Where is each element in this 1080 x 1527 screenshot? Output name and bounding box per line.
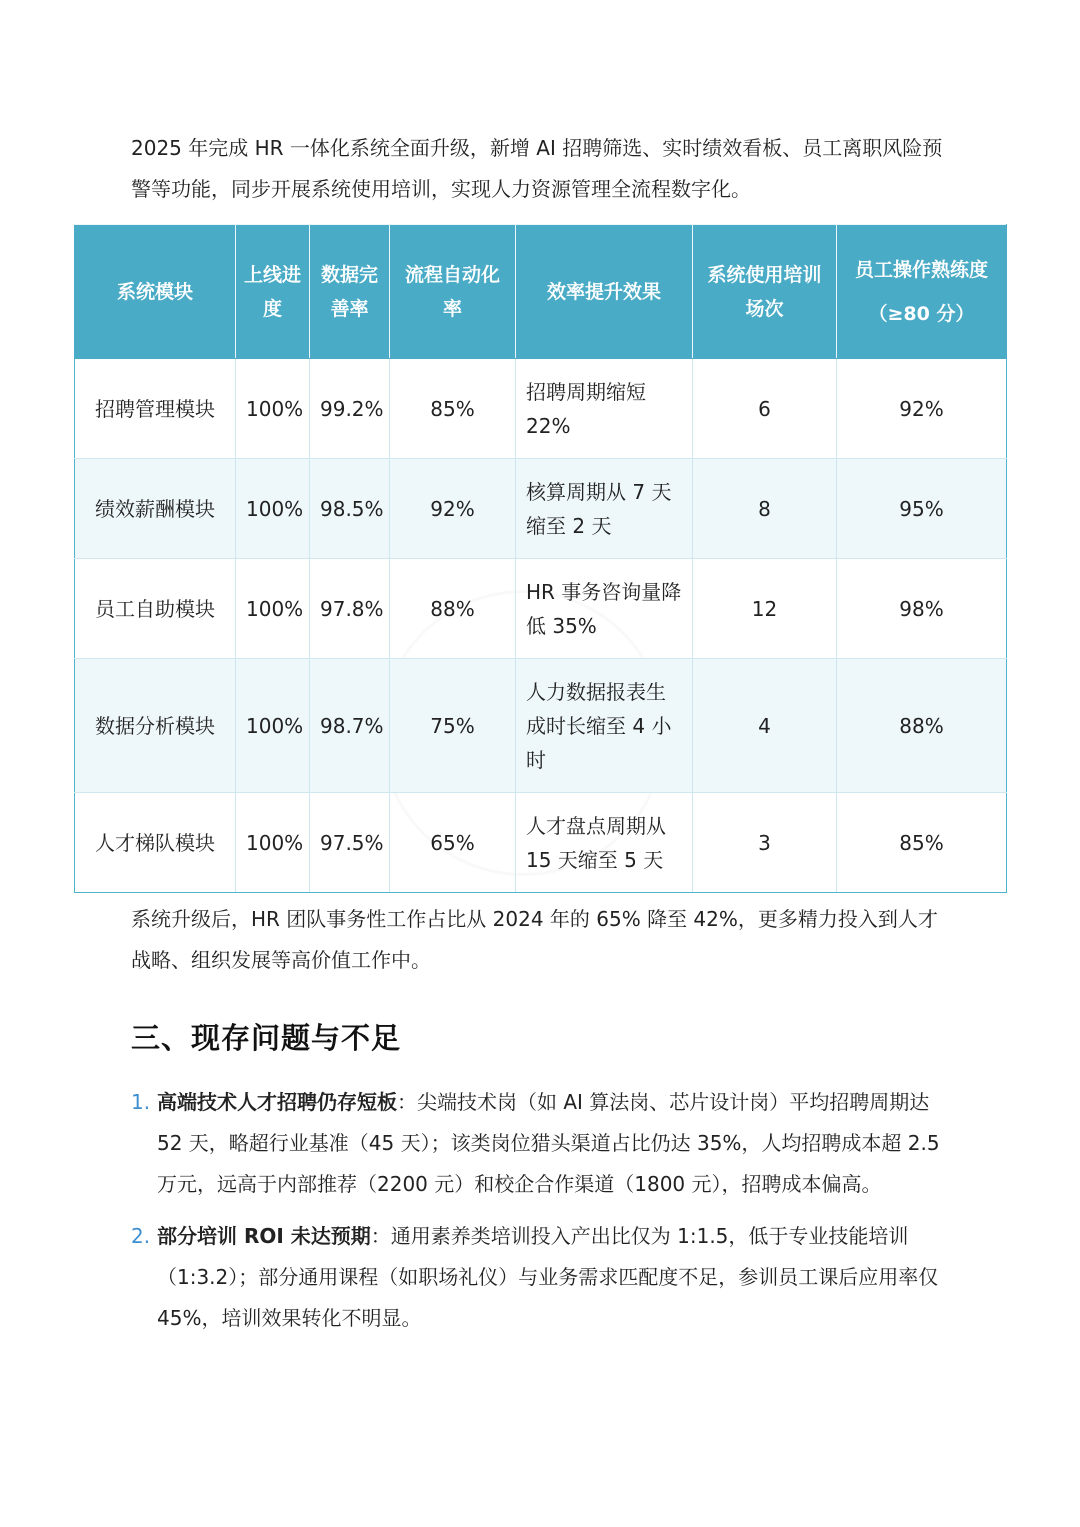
cell-proficiency: 95% <box>837 459 1007 559</box>
table-row <box>75 359 1007 459</box>
header-sessions: 系统使用培训场次 <box>693 225 837 359</box>
issue-title: 高端技术人才招聘仍存短板 <box>157 1090 397 1114</box>
table-row <box>75 559 1007 659</box>
header-proficiency-note: （≥80 分） <box>868 302 975 325</box>
cell-sessions: 12 <box>693 559 837 659</box>
table-row <box>75 659 1007 793</box>
issue-list <box>131 1082 946 1350</box>
cell-proficiency: 88% <box>837 659 1007 793</box>
cell-progress: 100% <box>236 559 310 659</box>
cell-module: 员工自助模块 <box>75 559 236 659</box>
header-proficiency <box>837 225 1007 359</box>
table-row <box>75 793 1007 893</box>
cell-proficiency: 85% <box>837 793 1007 893</box>
cell-automation: 75% <box>390 659 516 793</box>
intro-paragraph: 2025 年完成 HR 一体化系统全面升级，新增 AI 招聘筛选、实时绩效看板、员工离职风险预警等功能，同步开展系统使用培训，实现人力资源管理全流程数字化。 <box>131 136 943 201</box>
cell-completeness: 99.2% <box>310 359 390 459</box>
cell-automation: 85% <box>390 359 516 459</box>
table-header-row <box>75 225 1007 359</box>
cell-module: 数据分析模块 <box>75 659 236 793</box>
cell-sessions: 4 <box>693 659 837 793</box>
header-progress: 上线进度 <box>236 225 310 359</box>
cell-automation: 92% <box>390 459 516 559</box>
cell-effect: HR 事务咨询量降低 35% <box>516 559 693 659</box>
header-proficiency-label: 员工操作熟练度 <box>854 258 988 281</box>
section-heading: 三、现存问题与不足 <box>131 1021 402 1055</box>
cell-completeness: 97.8% <box>310 559 390 659</box>
cell-completeness: 98.5% <box>310 459 390 559</box>
cell-module: 绩效薪酬模块 <box>75 459 236 559</box>
header-effect: 效率提升效果 <box>516 225 693 359</box>
issue-text: ：通用素养类培训投入产出比仅为 1:1.5，低于专业技能培训（1:3.2）；部分通用课程（如职场礼仪）与业务需求匹配度不足，参训员工课后应用率仅 45%，培训效果转化不明显。 <box>157 1224 939 1330</box>
cell-completeness: 98.7% <box>310 659 390 793</box>
list-number: 1. <box>131 1090 151 1114</box>
summary-paragraph: 系统升级后，HR 团队事务性工作占比从 2024 年的 65% 降至 42%，更多精力投入到人才战略、组织发展等高价值工作中。 <box>131 907 938 972</box>
hr-system-table <box>74 224 1007 893</box>
list-item <box>131 1082 946 1205</box>
cell-completeness: 97.5% <box>310 793 390 893</box>
cell-progress: 100% <box>236 659 310 793</box>
cell-progress: 100% <box>236 793 310 893</box>
header-automation: 流程自动化率 <box>390 225 516 359</box>
cell-proficiency: 98% <box>837 559 1007 659</box>
issue-title: 部分培训 ROI 未达预期 <box>157 1224 371 1248</box>
header-module: 系统模块 <box>75 225 236 359</box>
header-completeness: 数据完善率 <box>310 225 390 359</box>
issue-text: ：尖端技术岗（如 AI 算法岗、芯片设计岗）平均招聘周期达 52 天，略超行业基准（45 天）；该类岗位猎头渠道占比仍达 35%，人均招聘成本超 2.5 万元，远高于内部推荐（2200 元）和校企合作渠道（1800 元），招聘成本偏高。 <box>157 1090 940 1196</box>
cell-module: 招聘管理模块 <box>75 359 236 459</box>
cell-sessions: 6 <box>693 359 837 459</box>
list-number: 2. <box>131 1224 151 1248</box>
cell-effect: 核算周期从 7 天缩至 2 天 <box>516 459 693 559</box>
cell-sessions: 3 <box>693 793 837 893</box>
cell-module: 人才梯队模块 <box>75 793 236 893</box>
table-row <box>75 459 1007 559</box>
cell-effect: 人才盘点周期从 15 天缩至 5 天 <box>516 793 693 893</box>
cell-progress: 100% <box>236 359 310 459</box>
cell-effect: 招聘周期缩短 22% <box>516 359 693 459</box>
cell-automation: 88% <box>390 559 516 659</box>
cell-effect: 人力数据报表生成时长缩至 4 小时 <box>516 659 693 793</box>
cell-sessions: 8 <box>693 459 837 559</box>
cell-progress: 100% <box>236 459 310 559</box>
list-item <box>131 1216 946 1339</box>
cell-automation: 65% <box>390 793 516 893</box>
cell-proficiency: 92% <box>837 359 1007 459</box>
